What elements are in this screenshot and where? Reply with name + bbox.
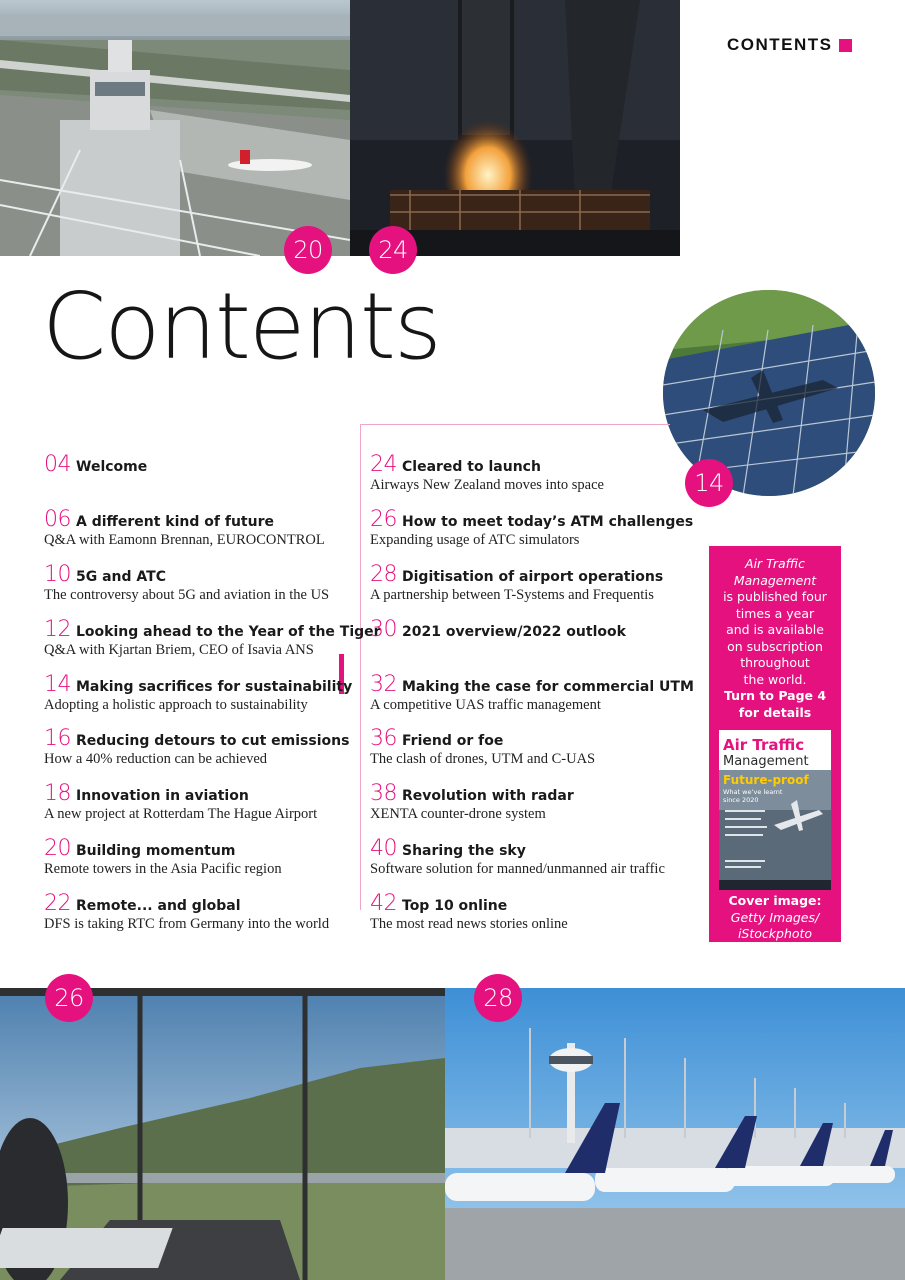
magazine-cover-thumbnail [719,730,831,890]
toc-entry-title: How to meet today’s ATM challenges [402,513,694,530]
toc-entry-subtitle: Expanding usage of ATC simulators [370,531,580,548]
toc-entry-heading [44,781,354,806]
info-line-2: times a year [735,605,815,621]
toc-page-number: 06 [44,506,71,532]
toc-entry-subtitle: The clash of drones, UTM and C-UAS [370,751,596,768]
toc-page-number: 18 [44,781,71,807]
toc-entry-subtitle: Remote towers in the Asia Pacific region [44,861,282,878]
toc-entry-subtitle: A partnership between T-Systems and Frequentis [370,586,654,603]
toc-page-number: 22 [44,891,71,917]
toc-page-number: 28 [370,561,397,587]
toc-entry-title: Digitisation of airport operations [402,568,664,585]
toc-entry[interactable] [370,726,700,781]
toc-entry-heading [370,836,700,861]
toc-entry-heading [44,891,354,916]
toc-entry[interactable] [44,507,354,562]
toc-entry-heading [370,507,700,532]
info-bold-line-1: Turn to Page 4 [723,688,827,703]
toc-entry-title: Looking ahead to the Year of the Tiger [76,623,381,640]
toc-entry-title: Revolution with radar [402,788,574,805]
toc-entry[interactable] [370,562,700,617]
toc-entry-title: Reducing detours to cut emissions [76,733,350,750]
toc-entry-title: A different kind of future [76,513,274,530]
toc-entry-title: 5G and ATC [76,568,166,585]
toc-page-number: 32 [370,671,397,697]
toc-entry-heading [44,726,354,751]
page-badge-28: 28 [474,974,522,1022]
toc-entry-title: Friend or foe [402,733,504,750]
column-divider [360,424,361,910]
info-line-4: on subscription [727,638,823,654]
toc-entry-subtitle: A new project at Rotterdam The Hague Airport [44,806,318,823]
toc-page-number: 16 [44,726,71,752]
toc-entry[interactable] [370,452,700,507]
toc-entry[interactable] [44,726,354,781]
toc-page-number: 42 [370,891,397,917]
cover-tagline-1: What we’ve learnt [723,788,783,796]
toc-page-number: 36 [370,726,397,752]
toc-entry-subtitle: A competitive UAS traffic management [370,696,601,713]
toc-entry-title: Remote... and global [76,898,241,915]
toc-entry[interactable] [370,836,700,891]
toc-entry-subtitle: DFS is taking RTC from Germany into the world [44,916,330,933]
toc-entry[interactable] [44,562,354,617]
toc-entry-heading [44,672,354,697]
toc-right-column [370,452,700,946]
page-title: Contents [42,273,440,380]
page-badge-14: 14 [685,459,733,507]
page-badge-24: 24 [369,226,417,274]
toc-entry[interactable] [44,452,354,507]
toc-page-number: 04 [44,452,71,477]
toc-entry-heading [44,616,381,642]
toc-entry-heading [44,562,354,587]
toc-entry-title: Building momentum [76,843,236,860]
section-label-text: CONTENTS [727,35,833,54]
toc-page-number: 26 [370,506,397,532]
cover-credit-label: Cover image: [728,893,822,908]
toc-left-column [44,452,381,946]
toc-page-number: 12 [44,616,71,642]
photo-atc-simulator [0,988,445,1280]
cover-credit-line-1: Getty Images/ [730,909,820,925]
photo-rocket-launch [350,0,680,256]
info-italic-line-1: Air Traffic [745,556,805,571]
cover-tagline-2: since 2020 [723,796,759,804]
toc-entry-subtitle: Q&A with Kjartan Briem, CEO of Isavia ANS [44,641,314,658]
toc-entry[interactable] [44,672,354,727]
toc-entry-subtitle: Adopting a holistic approach to sustainability [44,696,308,713]
toc-entry[interactable] [370,617,700,672]
header-divider [360,424,670,425]
toc-entry-subtitle: Q&A with Eamonn Brennan, EUROCONTROL [44,531,325,548]
info-bold-line-2: for details [738,704,812,720]
cover-title-1: Air Traffic [723,736,805,754]
toc-entry[interactable] [44,616,381,672]
info-line-5: throughout [740,655,810,670]
toc-page-number: 24 [370,452,397,477]
info-line-1: is published four [723,589,827,604]
toc-page-number: 38 [370,781,397,807]
toc-entry[interactable] [370,781,700,836]
toc-page-number: 20 [44,836,71,862]
toc-page-number: 40 [370,836,397,862]
toc-entry-title: 2021 overview/2022 outlook [402,623,626,640]
toc-page-number: 30 [370,616,397,642]
toc-entry-heading [370,891,700,916]
toc-entry-title: Sharing the sky [402,843,526,860]
cover-credit [709,893,841,943]
toc-entry-heading [370,672,700,697]
square-icon [839,39,852,52]
toc-entry-title: Welcome [76,459,148,475]
info-italic-line-2: Management [733,572,817,588]
toc-entry-heading [370,781,700,806]
toc-entry-subtitle: The controversy about 5G and aviation in the US [44,586,330,603]
toc-entry[interactable] [44,781,354,836]
toc-entry[interactable] [44,836,354,891]
toc-entry-subtitle: How a 40% reduction can be achieved [44,751,268,768]
toc-page-number: 14 [44,671,71,697]
toc-entry-subtitle: The most read news stories online [370,916,568,933]
info-line-6: the world. [743,671,807,687]
toc-page-number: 10 [44,561,71,587]
cover-headline: Future-proof [723,773,809,787]
cover-title-2: Management [723,754,809,769]
toc-entry-subtitle: Software solution for manned/unmanned air traffic [370,861,665,878]
toc-entry[interactable] [44,891,354,946]
toc-entry[interactable] [370,507,700,562]
toc-entry-subtitle: XENTA counter-drone system [370,806,546,823]
toc-entry-heading [44,507,354,532]
toc-entry[interactable] [370,672,700,727]
toc-entry-title: Cleared to launch [402,459,541,475]
page-badge-26: 26 [45,974,93,1022]
toc-entry-subtitle: Airways New Zealand moves into space [370,477,604,493]
subscription-info-box [709,546,841,942]
photo-control-tower [0,0,350,256]
toc-entry-title: Innovation in aviation [76,788,249,805]
photo-airport-apron [445,988,905,1280]
toc-entry-title: Making sacrifices for sustainability [76,678,353,695]
toc-entry-title: Making the case for commercial UTM [402,678,694,695]
toc-entry-heading [44,836,354,861]
toc-entry-heading [370,562,700,587]
toc-entry-heading [44,452,354,477]
toc-entry-heading [370,726,700,751]
toc-entry-heading [370,452,700,477]
toc-entry-title: Top 10 online [402,898,508,915]
toc-entry[interactable] [370,891,700,946]
info-line-3: and is available [726,622,824,637]
section-label [727,35,852,55]
toc-entry-heading [370,617,700,642]
cover-credit-line-2: iStockphoto [737,926,813,941]
page-badge-20: 20 [284,226,332,274]
